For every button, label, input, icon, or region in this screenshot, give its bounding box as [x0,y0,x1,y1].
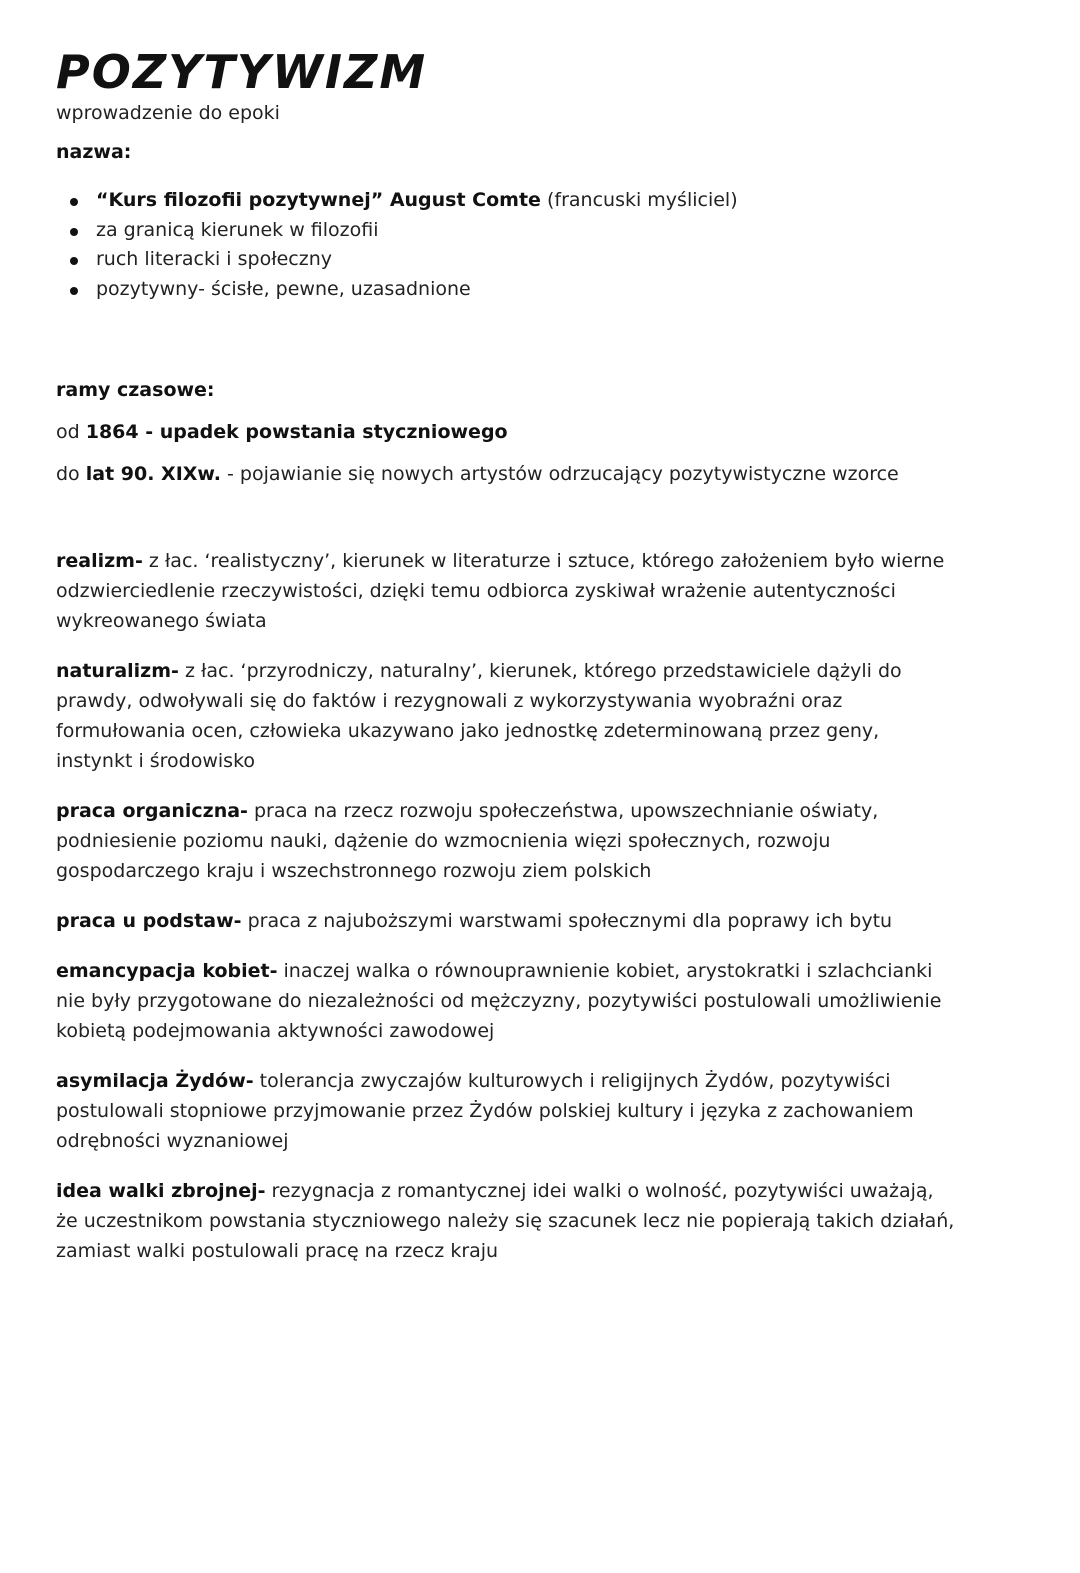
term-name: praca u podstaw- [56,910,242,932]
term-definition: praca z najuboższymi warstwami społecznymi dla poprawy ich bytu [241,910,893,932]
term-definition: rezygnacja z romantycznej idei walki o wolność, pozytywiści uważają, że uczestnikom powstania styczniowego należy się szacunek lecz nie popierają takich działań, zamiast walki postulowali pracę na rzecz kraju [56,1180,955,1262]
bullet-text: pozytywny- ścisłe, pewne, uzasadnione [96,277,471,300]
term-name: naturalizm- [56,660,179,682]
list-item [70,275,956,305]
term-name: realizm- [56,550,143,572]
time-to-prefix: do [56,463,86,485]
bullet-text: za granicą kierunek w filozofii [96,218,379,241]
term-praca-u-podstaw [56,906,956,936]
term-definition: tolerancja zwyczajów kulturowych i religijnych Żydów, pozytywiści postulowali stopniowe przyjmowanie przez Żydów polskiej kultury i języka z zachowaniem odrębności wyznaniowej [56,1070,914,1152]
list-item [70,245,956,275]
page-subtitle: wprowadzenie do epoki [56,102,280,124]
time-section-label: ramy czasowe: [56,379,215,401]
page-title: POZYTYWIZM [56,45,428,99]
term-praca-organiczna [56,796,956,886]
term-definition: praca na rzecz rozwoju społeczeństwa, upowszechnianie oświaty, podniesienie poziomu nauki, dążenie do wzmocnienia więzi społecznych, rozwoju gospodarczego kraju i wszechstronnego rozwoju ziem polskich [56,800,879,882]
term-definition: inaczej walka o równouprawnienie kobiet, arystokratki i szlachcianki nie były przygotowane do niezależności od mężczyzny, pozytywiści postulowali umożliwienie kobietą podejmowania aktywności zawodowej [56,960,942,1042]
bullet-text: (francuski myśliciel) [540,189,738,211]
name-section-label: nazwa: [56,141,132,163]
time-from-bold: 1864 - upadek powstania styczniowego [85,421,508,443]
document-page [56,44,956,1286]
list-item [70,186,956,216]
bullet-bold-text: “Kurs filozofii pozytywnej” August Comte [96,189,541,211]
term-name: emancypacja kobiet- [56,960,278,982]
bullet-text: ruch literacki i społeczny [96,248,332,270]
term-definition: z łac. ‘przyrodniczy, naturalny’, kierunek, którego przedstawiciele dążyli do prawdy, odwoływali się do faktów i rezygnowali z wykorzystywania wyobraźni oraz formułowania ocen, człowieka ukazywano jako jednostkę zdeterminowaną przez geny, instynkt i środowisko [56,660,902,772]
list-item [70,216,956,246]
term-name: praca organiczna- [56,800,248,822]
time-from-prefix: od [56,421,86,443]
term-name: asymilacja Żydów- [56,1070,254,1092]
term-asymilacja-zydow [56,1066,956,1156]
term-definition: z łac. ‘realistyczny’, kierunek w literaturze i sztuce, którego założeniem było wierne odzwierciedlenie rzeczywistości, dzięki temu odbiorca zyskiwał wrażenie autentyczności wykreowanego świata [56,550,945,632]
time-to-line [56,460,956,488]
term-idea-walki-zbrojnej [56,1176,956,1266]
term-realizm [56,546,956,636]
time-to-rest: - pojawianie się nowych artystów odrzucający pozytywistyczne wzorce [220,463,899,485]
term-emancypacja-kobiet [56,956,956,1046]
term-naturalizm [56,656,956,776]
name-bullet-list [56,186,956,304]
terms-list [56,546,956,1266]
time-from-line [56,418,956,446]
time-to-bold: lat 90. XIXw. [85,463,221,485]
term-name: idea walki zbrojnej- [56,1180,266,1202]
